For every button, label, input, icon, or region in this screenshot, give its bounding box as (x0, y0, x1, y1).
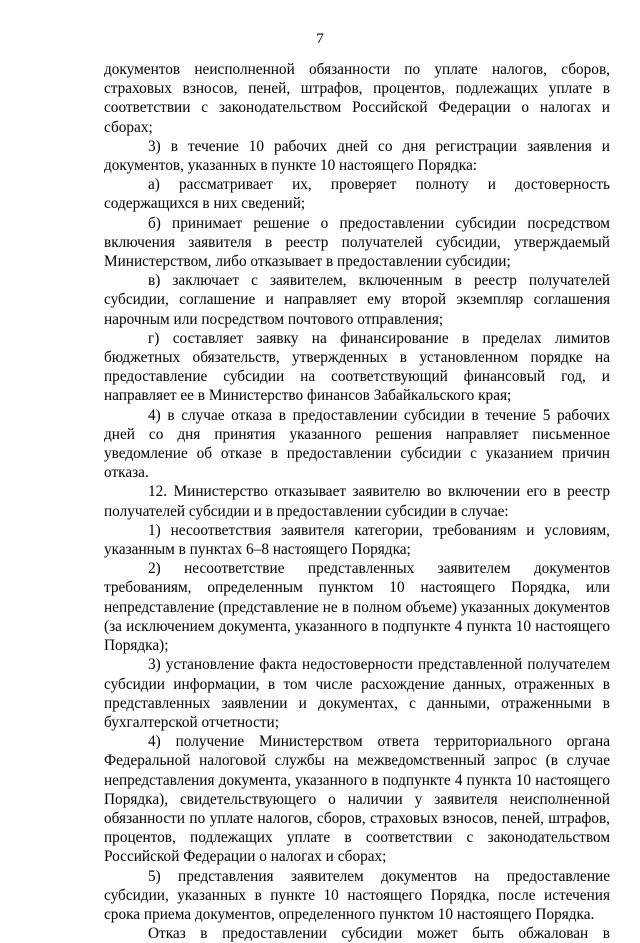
paragraph: в) заключает с заявителем, включенным в реестр получателей субсидии, соглашение и направляет ему второй экземпляр соглашения нарочным или посредством почтового отправления; (104, 272, 610, 328)
paragraph: г) составляет заявку на финансирование в пределах лимитов бюджетных обязательств, утвержденных в установленном порядке на предоставление субсидии на соответствующий финансовый год, и направляет ее в Министерство финансов Забайкальского края; (104, 329, 610, 405)
paragraph: документов неисполненной обязанности по уплате налогов, сборов, страховых взносов, пеней, штрафов, процентов, подлежащих уплате в соответствии с законодательством Российской Федерации о налогах и сборах; (104, 61, 610, 136)
page-number: 7 (316, 31, 324, 47)
paragraph: 3) установление факта недостоверности представленной получателем субсидии информации, в том числе расхождение данных, отраженных в представленных заявлении и документах, с данными, отраженными в бухгалтерской отчетности; (104, 656, 610, 731)
paragraph: 3) в течение 10 рабочих дней со дня регистрации заявления и документов, указанных в пункте 10 настоящего Порядка: (104, 137, 610, 175)
paragraph: Отказ в предоставлении субсидии может быть обжалован в (148, 925, 610, 943)
paragraph: а) рассматривает их, проверяет полноту и достоверность содержащихся в них сведений; (104, 176, 610, 213)
paragraph: 5) представления заявителем документов на предоставление субсидии, указанных в пункте 10 настоящего Порядка, после истечения срока приема документов, определенного пунктом 10 настоящего Порядка. (104, 867, 610, 923)
paragraph: 2) несоответствие представленных заявителем документов требованиям, определенным пунктом 10 настоящего Порядка, или непредставление (представление не в полном объеме) указанных документов (за исключением документа, указанного в подпункте 4 пункта 10 настоящего Порядка); (104, 560, 610, 655)
paragraph: б) принимает решение о предоставлении субсидии посредством включения заявителя в реестр получателей субсидии, утверждаемый Министерством, либо отказывает в предоставлении субсидии; (104, 214, 610, 271)
paragraph: 12. Министерство отказывает заявителю во включении его в реестр получателей субсидии и в предоставлении субсидии в случае: (104, 483, 610, 520)
document-body (104, 60, 610, 943)
paragraph: 4) в случае отказа в предоставлении субсидии в течение 5 рабочих дней со дня принятия указанного решения направляет письменное уведомление об отказе в предоставлении субсидии с указанием причин отказа. (104, 406, 610, 482)
paragraph: 4) получение Министерством ответа территориального органа Федеральной налоговой службы на межведомственный запрос (в случае непредставления документа, указанного в подпункте 4 пункта 10 настоящего Порядка), свидетельствующего о наличии у заявителя неисполненной обязанности по уплате налогов, сборов, страховых взносов, пеней, штрафов, процентов, подлежащих уплате в соответствии с законодательством Российской Федерации о налогах и сборах; (104, 733, 610, 866)
paragraph: 1) несоответствия заявителя категории, требованиям и условиям, указанным в пунктах 6–8 настоящего Порядка; (104, 521, 610, 559)
